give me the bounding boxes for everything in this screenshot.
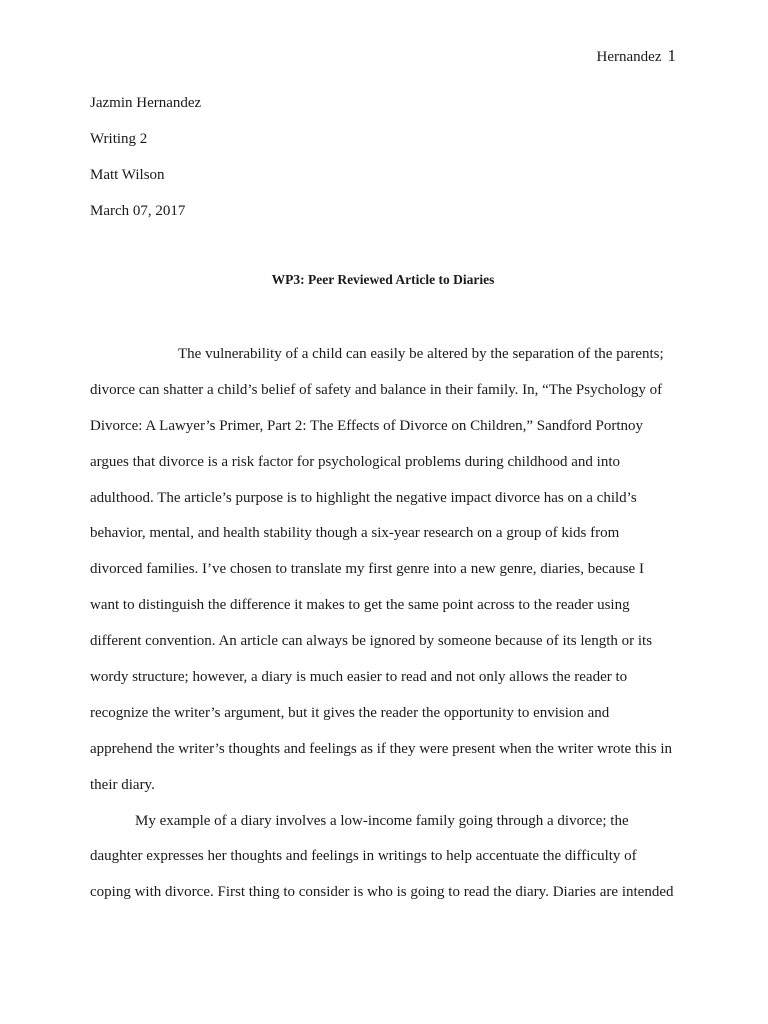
document-date: March 07, 2017 <box>90 203 186 219</box>
mla-heading <box>90 90 676 234</box>
paragraph-2 <box>90 804 678 912</box>
text-line: adulthood. The article’s purpose is to highlight the negative impact divorce has on a child’s <box>90 489 637 506</box>
text-line: divorced families. I’ve chosen to translate my first genre into a new genre, diaries, because I <box>90 561 644 578</box>
text-line: wordy structure; however, a diary is much easier to read and not only allows the reader to <box>90 669 628 686</box>
text-line: coping with divorce. First thing to consider is who is going to read the diary. Diaries are intended <box>90 884 674 901</box>
course-name: Writing 2 <box>90 131 148 147</box>
text-line: behavior, mental, and health stability though a six-year research on a group of kids from <box>90 525 620 542</box>
text-line: different convention. An article can always be ignored by someone because of its length or its <box>90 633 653 650</box>
text-line: want to distinguish the difference it makes to get the same point across to the reader using <box>90 597 630 614</box>
text-line: daughter expresses her thoughts and feelings in writings to help accentuate the difficulty of <box>90 848 637 865</box>
document-title: WP3: Peer Reviewed Article to Diaries <box>271 272 495 287</box>
text-line: recognize the writer’s argument, but it gives the reader the opportunity to envision and <box>90 704 610 721</box>
text-line: Divorce: A Lawyer’s Primer, Part 2: The Effects of Divorce on Children,” Sandford Portnoy <box>90 417 644 434</box>
text-line: their diary. <box>90 776 155 793</box>
student-name: Jazmin Hernandez <box>90 95 202 111</box>
text-line: argues that divorce is a risk factor for psychological problems during childhood and into <box>90 453 621 470</box>
text-line: divorce can shatter a child’s belief of safety and balance in their family. In, “The Psychology of <box>90 381 663 398</box>
running-header <box>597 44 676 69</box>
text-line: The vulnerability of a child can easily be altered by the separation of the parents; <box>178 346 664 362</box>
instructor-name: Matt Wilson <box>90 167 165 183</box>
text-line: apprehend the writer’s thoughts and feelings as if they were present when the writer wrote this in <box>90 740 673 757</box>
paragraph-1 <box>90 337 678 804</box>
header-author-name: Hernandez <box>596 49 662 65</box>
page-number: 1 <box>667 46 676 65</box>
document-body <box>90 337 678 911</box>
text-line: My example of a diary involves a low-income family going through a divorce; the <box>135 812 629 829</box>
